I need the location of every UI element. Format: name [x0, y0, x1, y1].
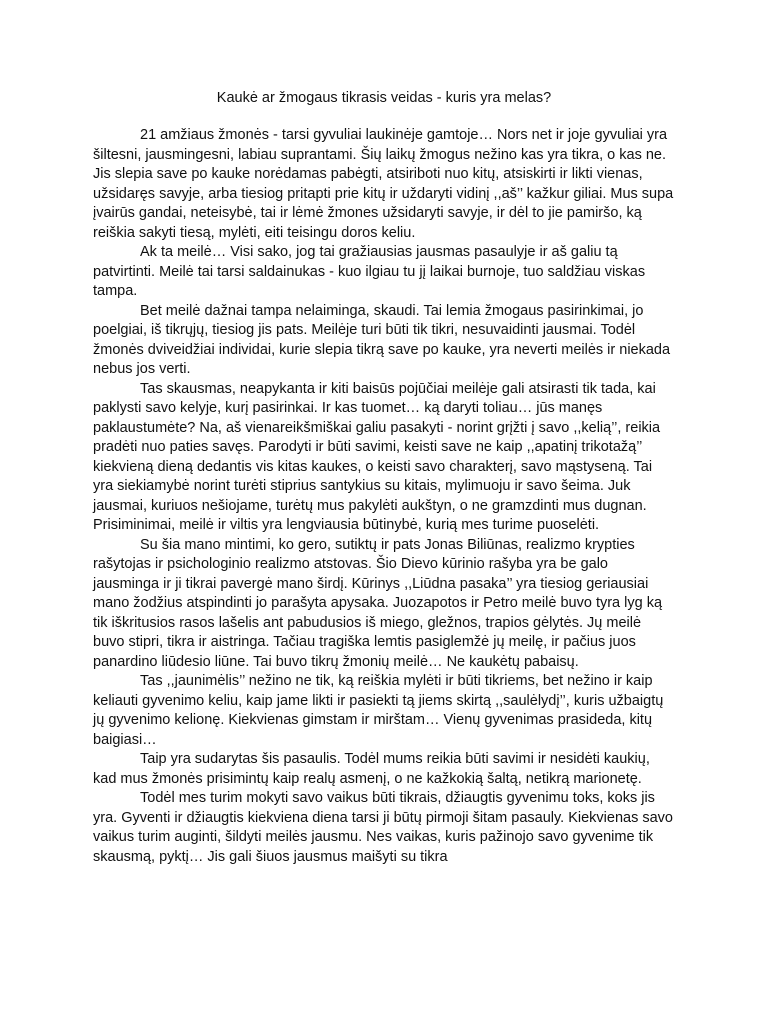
- document-title: Kaukė ar žmogaus tikrasis veidas - kuris yra melas?: [216, 90, 552, 106]
- document-body: [93, 126, 675, 867]
- paragraph: Bet meilė dažnai tampa nelaiminga, skaudi. Tai lemia žmogaus pasirinkimai, jo poelgiai, iš tikrųjų, tiesiog jis pats. Meilėje turi būti tik tikri, nesuvaidinti jausmai. Todėl žmonės dviveidžiai individai, kurie slepia tikrą save po kauke, yra neverti meilės ir niekada nebus jos verti.: [93, 302, 671, 377]
- paragraph: Taip yra sudarytas šis pasaulis. Todėl mums reikia būti savimi ir nesidėti kaukių, kad mus žmonės prisimintų kaip realų asmenį, o ne kažkokią šaltą, netikrą marionetę.: [93, 751, 650, 787]
- paragraph: Tas skausmas, neapykanta ir kiti baisūs pojūčiai meilėje gali atsirasti tik tada, kai paklysti savo kelyje, kurį pasirinkai. Ir kas tuomet… ką daryti toliau… jūs manęs paklaustumėte? Na, aš vienareikšmiškai galiu pasakyti - norint grįžti į savo ,,kelią’’, reikia pradėti nuo paties savęs. Parodyti ir būti savimi, keisti save ne kaip ,,apatinį trikotažą’’ kiekvieną dieną dedantis vis kitas kaukes, o keisti savo charakterį, savo mąstyseną. Tai yra siekiamybė norint turėti stiprius santykius su kitais, mylimuoju ir savo šeima. Juk jausmai, kuriuos nešiojame, turėtų mus pakylėti aukštyn, o ne gramzdinti mus dugnan. Prisiminimai, meilė ir viltis yra lengviausia būtinybė, kurią mes turime puoselėti.: [93, 380, 661, 533]
- paragraph: Tas ,,jaunimėlis’’ nežino ne tik, ką reiškia mylėti ir būti tikriems, bet nežino ir kaip keliauti gyvenimo keliu, kaip jame likti ir pasiekti tą jiems skirtą ,,saulėlydį’’, kuris užbaigtų jų gyvenimo kelionę. Kiekvienas gimstam ir mirštam… Vienų gyvenimas prasideda, kitų baigiasi…: [93, 673, 664, 748]
- paragraph: Su šia mano mintimi, ko gero, sutiktų ir pats Jonas Biliūnas, realizmo krypties rašytojas ir psichologinio realizmo atstovas. Šio Dievo kūrinio rašyba yra be galo jausminga ir ji tikrai pavergė mano širdį. Kūrinys ,,Liūdna pasaka’’ yra tiesiog geriausiai mano žodžius atspindinti jo parašyta apysaka. Juozapotos ir Petro meilė buvo tyra lyg ką tik iškritusios rasos lašelis ant pabudusios iš miego, gležnos, trapios gėlytės. Jų meilė buvo stipri, tikra ir aistringa. Tačiau tragiška lemtis pasiglemžė jų meilę, ir pačius juos panardino liūdesio liūne. Tai buvo tikrų žmonių meilė… Ne kaukėtų pabaisų.: [93, 536, 663, 670]
- paragraph: 21 amžiaus žmonės - tarsi gyvuliai laukinėje gamtoje… Nors net ir joje gyvuliai yra šiltesni, jausmingesni, labiau suprantami. Šių laikų žmogus nežino kas yra tikra, o kas ne. Jis slepia save po kauke norėdamas pabėgti, atsiriboti nuo kitų, atsiskirti ir likti vienas, užsidaręs savyje, arba tiesiog pritapti prie kitų ir uždaryti vidinį ,,aš’’ kažkur giliai. Mus supa įvairūs gandai, neteisybė, tai ir lėmė žmones užsidaryti savyje, ir dėl to jie pamiršo, ką reiškia sakyti tiesą, mylėti, eiti teisingu doros keliu.: [93, 127, 674, 241]
- paragraph: Todėl mes turim mokyti savo vaikus būti tikrais, džiaugtis gyvenimu toks, koks jis yra. Gyventi ir džiaugtis kiekviena diena tarsi ji būtų pirmoji šitam pasauly. Kiekvienas savo vaikus turim auginti, šildyti meilės jausmu. Nes vaikas, kuris pažinojo savo gyvenime tik skausmą, pyktį… Jis gali šiuos jausmus maišyti su tikra: [93, 790, 673, 865]
- paragraph: Ak ta meilė… Visi sako, jog tai gražiausias jausmas pasaulyje ir aš galiu tą patvirtinti. Meilė tai tarsi saldainukas - kuo ilgiau tu jį laikai burnoje, tuo saldžiau viskas tampa.: [93, 244, 646, 299]
